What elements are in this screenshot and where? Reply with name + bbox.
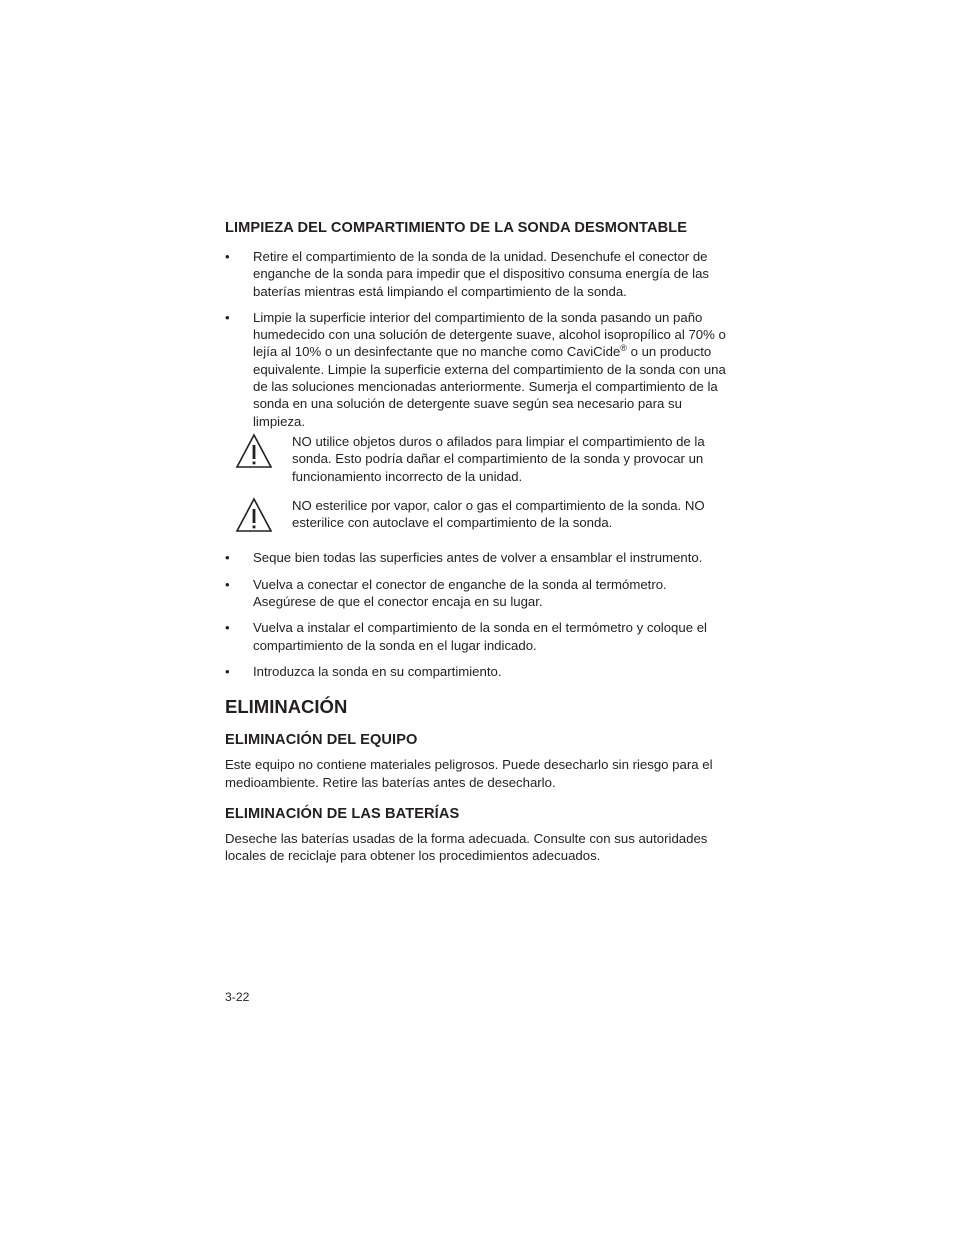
bullet-mark: • (225, 309, 230, 325)
list-item-text-part: Limpie la superficie interior del compartimiento de la sonda pasando un paño humedecido con una solución de detergente suave, alcohol isopropílico al 70% o lejía al 10% o un desinfectante que no manche como CaviCide (253, 309, 726, 360)
list-item-text: Vuelva a conectar el conector de enganche de la sonda al termómetro. Asegúrese de que el conector encaja en su lugar. (253, 576, 667, 610)
list-item-text: Introduzca la sonda en su compartimiento. (253, 663, 502, 679)
warning-text: NO esterilice por vapor, calor o gas el compartimiento de la sonda. NO esterilice con autoclave el compartimiento de la sonda. (292, 497, 705, 531)
equipment-disposal-heading: ELIMINACIÓN DEL EQUIPO (225, 732, 418, 749)
battery-disposal-heading: ELIMINACIÓN DE LAS BATERÍAS (225, 805, 460, 822)
list-item (225, 248, 730, 300)
warning-triangle-icon (235, 497, 273, 533)
list-item-text: Retire el compartimiento de la sonda de la unidad. Desenchufe el conector de enganche de la sonda para impedir que el dispositivo consuma energía de las baterías mientras está limpiando el compartimiento de la sonda. (253, 249, 709, 299)
list-item-text: Seque bien todas las superficies antes de volver a ensamblar el instrumento. (253, 550, 703, 566)
registered-mark: ® (620, 343, 627, 354)
probe-cleaning-heading: LIMPIEZA DEL COMPARTIMIENTO DE LA SONDA DESMONTABLE (225, 220, 688, 236)
list-item-text (253, 309, 730, 430)
bullet-mark: • (225, 663, 230, 679)
list-item (225, 549, 730, 566)
disposal-heading: ELIMINACIÓN (225, 696, 348, 718)
list-item (225, 663, 730, 680)
battery-disposal-text: Deseche las baterías usadas de la forma adecuada. Consulte con sus autoridades locales de reciclaje para obtener los procedimientos adecuados. (225, 830, 708, 864)
probe-steps-list-continued (225, 549, 730, 680)
warning-note (225, 497, 730, 532)
bullet-mark: • (225, 576, 230, 592)
probe-steps-list (225, 248, 730, 430)
equipment-disposal-text: Este equipo no contiene materiales peligrosos. Puede desecharlo sin riesgo para el medioambiente. Retire las baterías antes de desecharlo. (225, 757, 713, 790)
bullet-mark: • (225, 550, 230, 566)
bullet-mark: • (225, 249, 230, 264)
warning-text: NO utilice objetos duros o afilados para limpiar el compartimiento de la sonda. Esto podría dañar el compartimiento de la sonda y provocar un funcionamiento incorrecto de la unidad. (292, 433, 705, 484)
list-item-text-part: o un producto equivalente. Limpie la superficie externa del compartimiento de la sonda con una de las soluciones mencionadas anteriormente. Sumerja el compartimiento de la sonda en una solución de detergente suave según sea necesario para su limpieza. (253, 344, 726, 429)
list-item (225, 576, 730, 611)
warning-note (225, 433, 730, 485)
list-item (225, 619, 730, 654)
list-item-text: Vuelva a instalar el compartimiento de la sonda en el termómetro y coloque el compartimiento de la sonda en el lugar indicado. (253, 620, 707, 653)
list-item (225, 309, 730, 430)
manual-page (225, 219, 730, 864)
bullet-mark: • (225, 620, 230, 636)
warning-triangle-icon (235, 433, 273, 469)
page-number: 3-22 (225, 990, 250, 1004)
